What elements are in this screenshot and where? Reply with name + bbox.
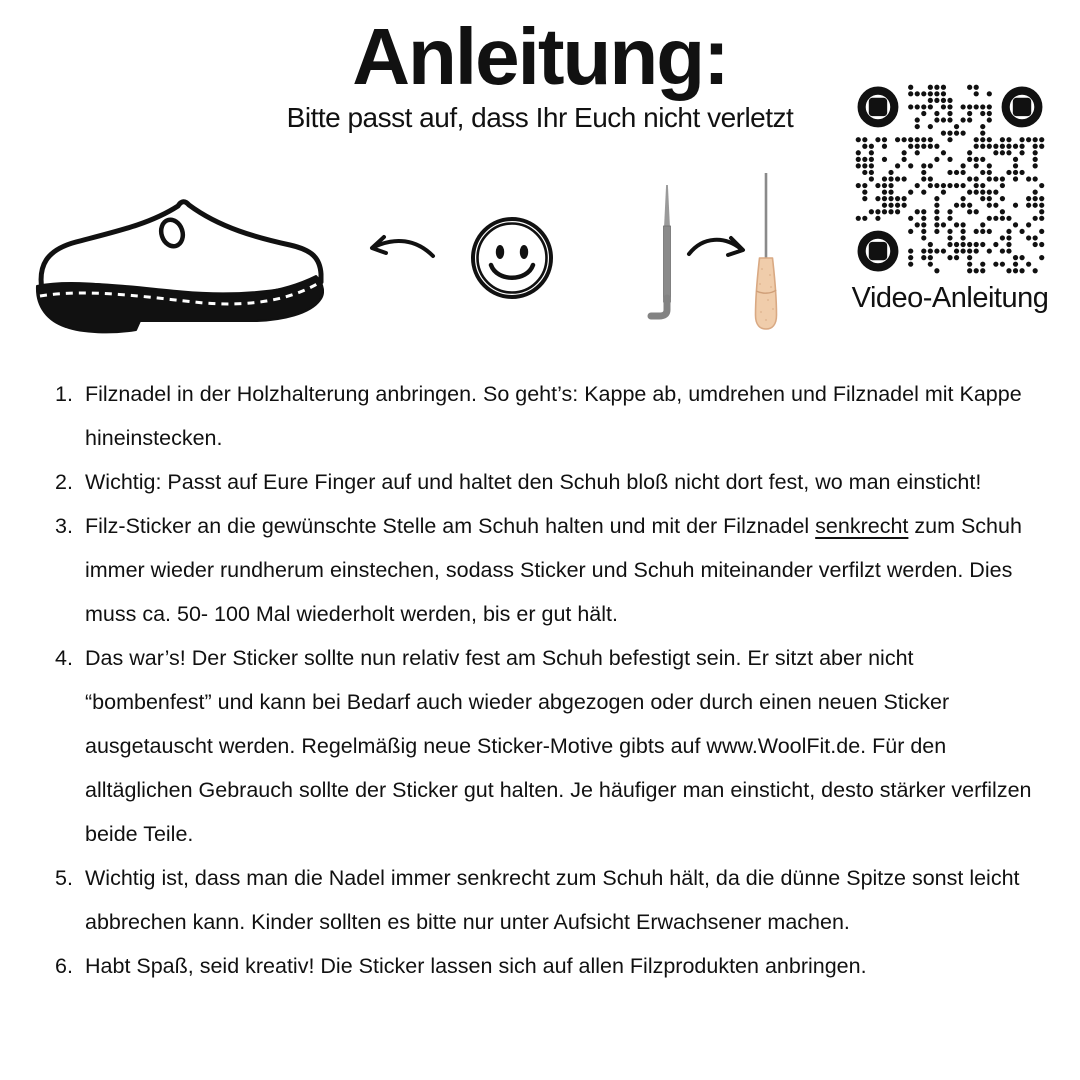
step-number: 1. — [55, 382, 73, 406]
qr-code-graphic — [855, 84, 1045, 274]
step-text-pre: Filz-Sticker an die gewünschte Stelle am Schuh halten und mit der Filznadel — [85, 514, 816, 538]
step-number: 6. — [55, 954, 73, 978]
step-text-post: zum Schuh immer wieder rundherum einstechen, sodass Sticker und Schuh miteinander verfilzt werden. Dies muss ca. 50- 100 Mal wiederholt werden, bis er gut hält. — [85, 514, 1022, 626]
qr-code — [851, 84, 1049, 314]
smiley-eye-right — [520, 245, 528, 259]
step-number: 5. — [55, 866, 73, 890]
needle-shaft — [664, 226, 671, 302]
step-text: Filznadel in der Holzhalterung anbringen. So geht’s: Kappe ab, umdrehen und Filznadel mit Kappe hineinstecken. — [85, 382, 1022, 450]
step-number: 2. — [55, 470, 73, 494]
instruction-list — [55, 372, 1045, 988]
instruction-step-6 — [55, 944, 1045, 988]
clog-shoe-icon — [32, 194, 324, 340]
instruction-step-4 — [55, 636, 1045, 856]
qr-caption: Video-Anleitung — [851, 282, 1049, 314]
instruction-step-5 — [55, 856, 1045, 944]
needle-foot — [651, 298, 667, 316]
arrow-left-icon — [366, 230, 436, 260]
needle-holder-icon — [746, 172, 786, 332]
arrow-right-icon — [686, 230, 748, 260]
page-subtitle: Bitte passt auf, dass Ihr Euch nicht verletzt — [286, 102, 794, 134]
instruction-step-2 — [55, 460, 1045, 504]
needle-tip — [664, 185, 670, 228]
clog-upper — [41, 202, 321, 295]
page-title: Anleitung: — [352, 12, 728, 101]
step-underlined-word: senkrecht — [815, 514, 909, 538]
step-number: 4. — [55, 646, 73, 670]
qr-finder-bottom-left — [862, 235, 895, 268]
step-text: Wichtig: Passt auf Eure Finger auf und haltet den Schuh bloß nicht dort fest, wo man einsticht! — [85, 470, 982, 494]
smiley-sticker-icon — [470, 216, 554, 300]
step-text: Habt Spaß, seid kreativ! Die Sticker lassen sich auf allen Filzprodukten anbringen. — [85, 954, 867, 978]
felting-needle-icon — [646, 184, 678, 326]
step-text: Das war’s! Der Sticker sollte nun relativ fest am Schuh befestigt sein. Er sitzt aber nicht “bombenfest” und kann bei Bedarf auch wieder abgezogen oder durch einen neuen Sticker ausgetauscht werden. Regelmäßig neue Sticker-Motive gibts auf www.WoolFit.de. Für den alltäglichen Gebrauch sollte der Sticker gut halten. Je häufiger man einsticht, desto stärker verfilzen beide Teile. — [85, 646, 1032, 846]
smiley-eye-left — [496, 245, 504, 259]
instruction-step-3 — [55, 504, 1045, 636]
instruction-step-1 — [55, 372, 1045, 460]
step-number: 3. — [55, 514, 73, 538]
step-text: Wichtig ist, dass man die Nadel immer senkrecht zum Schuh hält, da die dünne Spitze sonst leicht abbrechen kann. Kinder sollten es bitte nur unter Aufsicht Erwachsener machen. — [85, 866, 1020, 934]
qr-finder-top-right — [1006, 91, 1039, 124]
qr-finder-top-left — [862, 91, 895, 124]
